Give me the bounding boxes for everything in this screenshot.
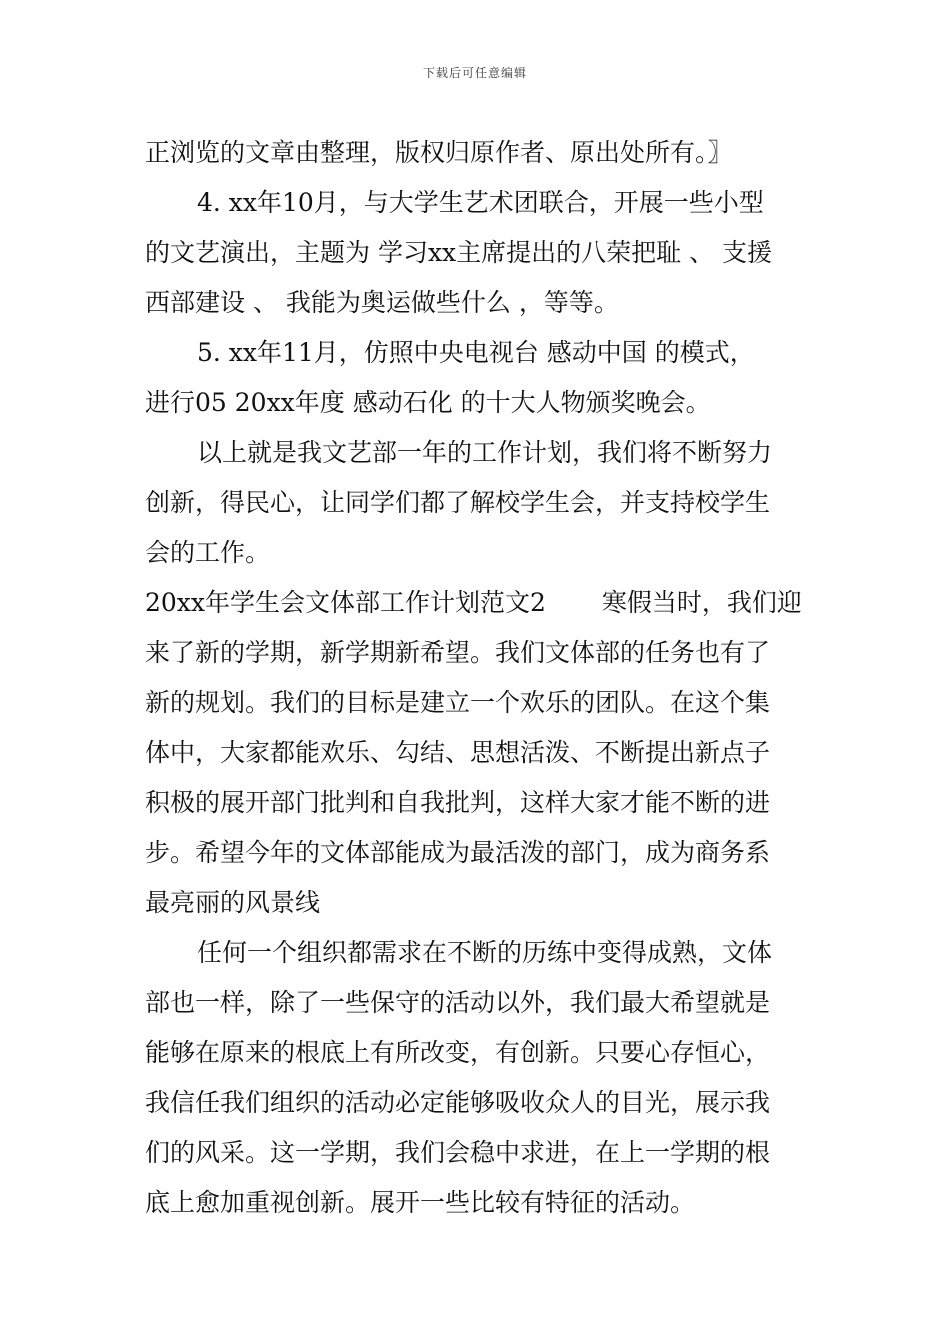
list-item-5: 5. xx年11月，仿照中央电视台 感动中国 的模式， bbox=[197, 338, 755, 367]
text-line: 西部建设 、 我能为奥运做些什么 ，等等。 bbox=[145, 288, 619, 317]
text-line: 最亮丽的风景线 bbox=[145, 888, 321, 917]
text-line: 创新，得民心，让同学们都了解校学生会，并支持校学生 bbox=[145, 488, 771, 517]
text-line: 我信任我们组织的活动必定能够吸收众人的目光，展示我 bbox=[145, 1088, 771, 1117]
text-line: 来了新的学期，新学期新希望。我们文体部的任务也有了 bbox=[145, 638, 771, 667]
text-line: 步。希望今年的文体部能成为最活泼的部门，成为商务系 bbox=[145, 838, 771, 867]
section-title: 20xx年学生会文体部工作计划范文2 bbox=[145, 588, 546, 617]
text-line: 会的工作。 bbox=[145, 538, 271, 567]
text-line: 体中，大家都能欢乐、勾结、思想活泼、不断提出新点子 bbox=[145, 738, 771, 767]
text-line: 正浏览的文章由整理，版权归原作者、原出处所有。〗 bbox=[145, 138, 733, 167]
list-item-4: 4. xx年10月，与大学生艺术团联合，开展一些小型 bbox=[197, 188, 764, 217]
document-body bbox=[145, 128, 810, 1228]
text-line: 的文艺演出，主题为 学习xx主席提出的八荣把耻 、 支援 bbox=[145, 238, 773, 267]
paragraph-start: 以上就是我文艺部一年的工作计划，我们将不断努力 bbox=[197, 438, 773, 467]
text-line: 们的风采。这一学期，我们会稳中求进，在上一学期的根 bbox=[145, 1138, 771, 1167]
section-intro-text: 寒假当时，我们迎 bbox=[601, 588, 802, 617]
text-line: 能够在原来的根底上有所改变，有创新。只要心存恒心， bbox=[145, 1038, 771, 1067]
text-line: 部也一样，除了一些保守的活动以外，我们最大希望就是 bbox=[145, 988, 771, 1017]
text-line: 底上愈加重视创新。展开一些比较有特征的活动。 bbox=[145, 1188, 696, 1217]
paragraph-start: 任何一个组织都需求在不断的历练中变得成熟，文体 bbox=[197, 938, 773, 967]
section-heading-line bbox=[145, 578, 810, 628]
text-line: 进行05 20xx年度 感动石化 的十大人物颁奖晚会。 bbox=[145, 388, 711, 417]
page-header-note: 下载后可任意编辑 bbox=[422, 66, 527, 80]
text-line: 积极的展开部门批判和自我批判，这样大家才能不断的进 bbox=[145, 788, 771, 817]
text-line: 新的规划。我们的目标是建立一个欢乐的团队。在这个集 bbox=[145, 688, 771, 717]
